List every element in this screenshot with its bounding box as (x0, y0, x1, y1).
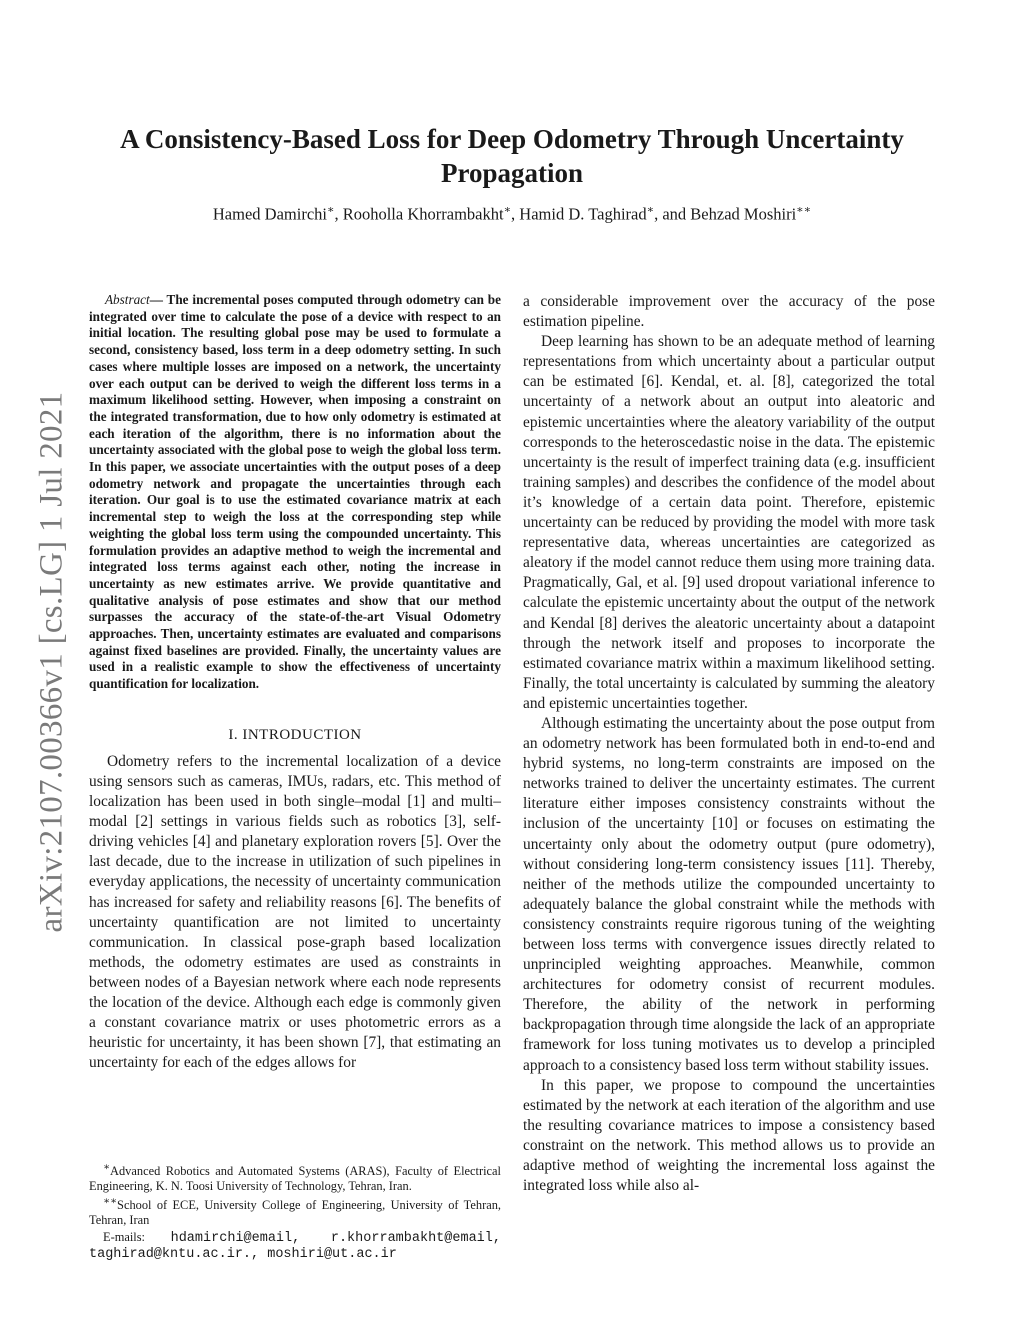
intro-paragraph: a considerable improvement over the accuracy of the pose estimation pipeline. (523, 293, 935, 331)
abstract-label: Abstract (105, 292, 150, 307)
footnote-text: Advanced Robotics and Automated Systems (ARAS), Faculty of Electrical Engineering, K. N. Toosi University of Technology, Tehran, Iran. (89, 1164, 501, 1194)
author-affiliation-mark: ∗ (646, 204, 655, 216)
email-addresses: hdamirchi@email, r.khorrambakht@email, taghirad@kntu.ac.ir., moshiri@ut.ac.ir (89, 1231, 501, 1263)
author-separator: , (511, 204, 520, 224)
author-name: Rooholla Khorrambakht (342, 204, 504, 224)
footnote-mark: ∗∗ (103, 1196, 118, 1208)
author-separator: , (334, 204, 343, 224)
intro-paragraph: In this paper, we propose to compound the uncertainties estimated by the network at each iteration of the algorithm and use the resulting covariance matrices to impose a consistency based constraint on the network. This method allows us to provide an adaptive method of weighting the incremental loss against the integrated loss while also al- (523, 1076, 935, 1195)
arxiv-identifier-stamp: arXiv:2107.00366v1 [cs.LG] 1 Jul 2021 (33, 391, 70, 933)
author-name: Hamid D. Taghirad (519, 204, 647, 224)
footnote-mark: ∗ (103, 1162, 111, 1173)
paper-title: A Consistency-Based Loss for Deep Odometry Through Uncertainty Propagation (120, 124, 904, 188)
intro-paragraph: Deep learning has shown to be an adequate method of learning representations from which uncertainty about a particular output can be estimated [6]. Kendal, et. al. [8], categorized the total uncertainty of a network about an output into aleatoric and epistemic uncertainties where the aleatory variability of the output corresponds to the heteroscedastic noise in the data. The epistemic uncertainty is the result of imperfect training data (e.g. insufficient training samples) and describes the confidence of the model about it’s knowledge of a certain data point. Therefore, epistemic uncertainty can be reduced by providing the model with more task representative data, whereas uncertainties are categorized as aleatory if the model cannot reduce them using more training data. Pragmatically, Gal, et al. [9] used dropout variational inference to calculate the epistemic uncertainty about the output of the network and Kendal [8] derives the aleatoric uncertainty about a datapoint through the network itself and proposes to incorporate the estimated covariance matrix within a maximum likelihood setting. Finally, the total uncertainty is calculated by summing the aleatory and epistemic uncertainties together. (523, 333, 935, 712)
footnote-affiliation-2 (89, 1194, 501, 1228)
author-affiliation-mark: ∗∗ (796, 204, 812, 216)
author-separator: , and (654, 204, 691, 224)
author-affiliation-mark: ∗ (326, 204, 335, 216)
author-name: Behzad Moshiri (690, 204, 797, 224)
abstract: Abstract— The incremental poses computed through odometry can be integrated over time to calculate the pose of a device with respect to an initial location. The resulting global pose may be used to formulate a second, consistency based, loss term in a deep odometry setting. In such cases where multiple losses are imposed on a network, the uncertainty over each output can be derived to weigh the different loss terms in a maximum likelihood setting. However, when imposing a constraint on the integrated transformation, due to how only odometry is estimated at each iteration of the algorithm, there is no information about the uncertainty associated with the global pose to weigh the global loss term. In this paper, we associate uncertainties with the output poses of a deep odometry network and propagate the uncertainties through each iteration. Our goal is to use the estimated covariance matrix at each incremental step to weigh the loss at the corresponding step while weighting the global loss term using the compounded uncertainty. This formulation provides an adaptive method to weigh the incremental and integrated loss terms against each other, noting the increase in uncertainty as new estimates arrive. We provide quantitative and qualitative analysis of pose estimates and show that our method surpasses the accuracy of the state-of-the-art Visual Odometry approaches. Then, uncertainty estimates are evaluated and comparisons against fixed baselines are provided. Finally, the uncertainty values are used in a realistic example to show the effectiveness of uncertainty quantification for localization. (89, 292, 501, 692)
right-column (523, 292, 935, 1196)
author-list (100, 203, 924, 225)
author-affiliation-mark: ∗ (503, 204, 512, 216)
footnotes (89, 1160, 501, 1262)
section-heading-introduction: I. INTRODUCTION (228, 726, 362, 743)
footnote-emails (89, 1230, 501, 1262)
author-name: Hamed Damirchi (212, 204, 327, 224)
intro-paragraph: Odometry refers to the incremental localization of a device using sensors such as cameras, IMUs, radars, etc. This method of localization has been used in both single–modal [1] and multi–modal [2] settings in various fields such as robotics [3], self-driving vehicles [4] and planetary exploration rovers [5]. Over the last decade, due to the increase in utilization of such pipelines in everyday applications, the necessity of uncertainty communication has increased for safety and reliability reasons [6]. The benefits of uncertainty quantification are not limited to uncertainty communication. In classical pose-graph based localization methods, the odometry estimates are used as constraints in between nodes of a Bayesian network where each node represents the location of the device. Although each edge is commonly given a constant covariance matrix or uses photometric errors as a heuristic for uncertainty, it has been shown [7], that estimating an uncertainty for each of the edges allows for (89, 752, 501, 1072)
emails-label: E-mails: (103, 1230, 171, 1245)
intro-paragraph: Although estimating the uncertainty about the pose output from an odometry network has been formulated both in end-to-end and hybrid systems, no long-term constraints are imposed on the networks trained to deliver the uncertainty estimates. The current literature either imposes consistency constraints without the inclusion of the uncertainty [10] or focuses on estimating the uncertainty only about the odometry output (pure odometry), without considering long-term consistency issues [11]. Thereby, neither of the methods utilize the compounded uncertainty to adequately balance the global constraint while the methods with consistency constraints require rigorous tuning of the weighting between loss terms with convergence issues directly related to unprincipled weighting approaches. Meanwhile, common architectures for odometry consist of recurrent modules. Therefore, the ability of the network in performing backpropagation through time alongside the lack of an appropriate framework for loss tuning motivates us to develop a principled approach to a consistency based loss term without stability issues. (523, 714, 935, 1074)
left-column (89, 292, 501, 1073)
footnote-text: School of ECE, University College of Engineering, University of Tehran, Tehran, Iran (89, 1198, 501, 1228)
abstract-text: The incremental poses computed through odometry can be integrated over time to calculate the pose of a device with respect to an initial location. The resulting global pose may be used to formulate a second, consistency based, loss term in a deep odometry setting. In such cases where multiple losses are imposed on a network, the uncertainty over each output can be derived to weigh the different loss terms in a maximum likelihood setting. However, when imposing a constraint on the integrated transformation, due to how only odometry is estimated at each iteration of the algorithm, there is no information about the uncertainty associated with the global pose to weigh the global loss term. In this paper, we associate uncertainties with the output poses of a deep odometry network and propagate the uncertainties through each iteration. Our goal is to use the estimated covariance matrix at each incremental step to weigh the loss at the corresponding step while weighting the global loss term using the compounded uncertainty. This formulation provides an adaptive method to weigh the incremental and integrated loss terms against each other, noting the increase in uncertainty as new estimates arrive. We provide quantitative and qualitative analysis of pose estimates and show that our method surpasses the accuracy of the state-of-the-art Visual Odometry approaches. Then, uncertainty estimates are evaluated and comparisons against fixed baselines are provided. Finally, the uncertainty values are used in a realistic example to show the effectiveness of uncertainty quantification for localization. (89, 292, 501, 692)
footnote-affiliation-1 (89, 1160, 501, 1194)
